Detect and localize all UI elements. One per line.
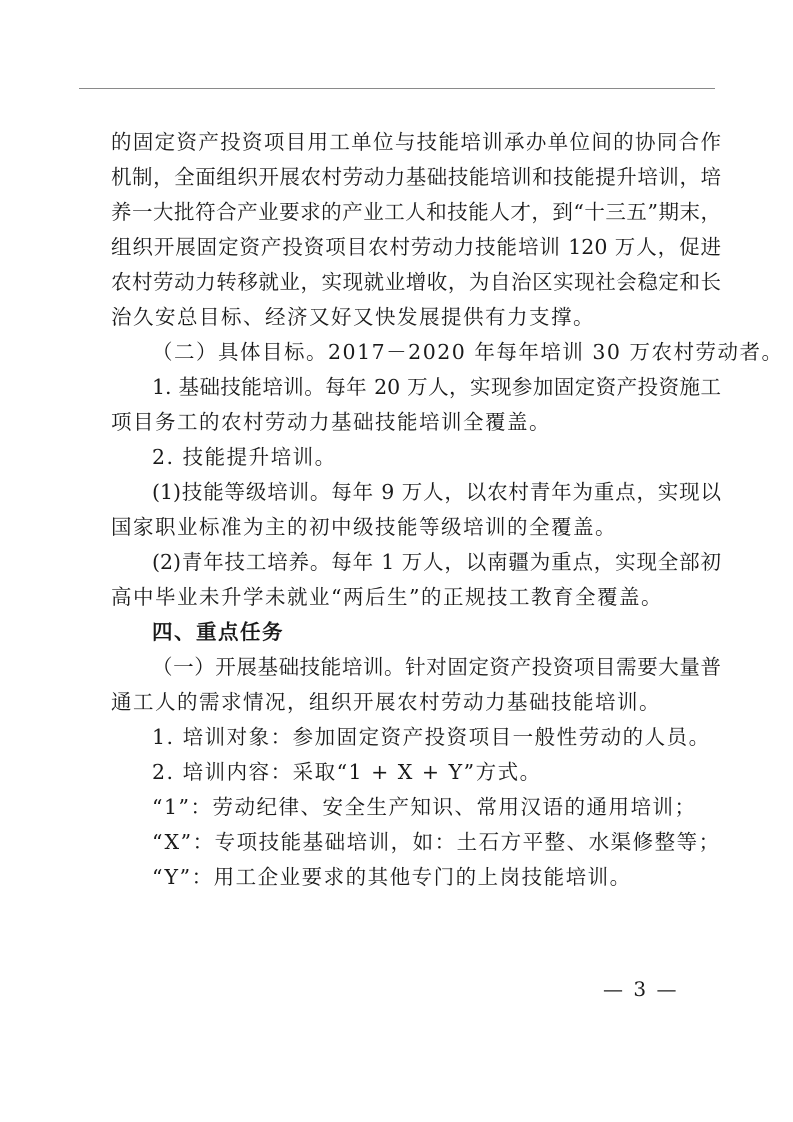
paragraph-line: 高中毕业未升学未就业“两后生”的正规技工教育全覆盖。 (111, 585, 663, 609)
paragraph-line: “Y”：用工企业要求的其他专门的上岗技能培训。 (152, 865, 632, 889)
subsection-heading: （二）具体目标。2017－2020 年每年培训 30 万农村劳动者。 (152, 340, 784, 364)
paragraph-line: 国家职业标准为主的初中级技能等级培训的全覆盖。 (111, 515, 617, 539)
header-rule (79, 88, 715, 89)
paragraph-line: (1)技能等级培训。每年 9 万人，以农村青年为重点，实现以 (152, 480, 721, 504)
paragraph-line: 的固定资产投资项目用工单位与技能培训承办单位间的协同合作 (111, 130, 721, 154)
paragraph-line: (2)青年技工培养。每年 1 万人，以南疆为重点，实现全部初 (152, 550, 721, 574)
paragraph-line: 2. 技能提升培训。 (152, 445, 337, 469)
section-heading: 四、重点任务 (152, 620, 284, 644)
paragraph-line: （一）开展基础技能培训。针对固定资产投资项目需要大量普 (152, 655, 721, 679)
page-number: — 3 — (603, 977, 679, 1001)
paragraph-line: 项目务工的农村劳动力基础技能培训全覆盖。 (111, 410, 551, 434)
paragraph-line: 机制，全面组织开展农村劳动力基础技能培训和技能提升培训，培 (111, 165, 721, 189)
paragraph-line: 1. 培训对象：参加固定资产投资项目一般性劳动的人员。 (152, 725, 711, 749)
paragraph-line: 2. 培训内容：采取“1 + X + Y”方式。 (152, 760, 542, 784)
paragraph-line: 组织开展固定资产投资项目农村劳动力技能培训 120 万人，促进 (111, 235, 721, 259)
paragraph-line: “X”：专项技能基础培训，如：土石方平整、水渠修整等； (152, 830, 721, 854)
paragraph-line: 养一大批符合产业要求的产业工人和技能人才，到“十三五”期末， (111, 200, 721, 224)
paragraph-line: “1”：劳动纪律、安全生产知识、常用汉语的通用培训； (152, 795, 697, 819)
document-body (111, 125, 784, 895)
paragraph-line: 治久安总目标、经济又好又快发展提供有力支撑。 (111, 305, 595, 329)
paragraph-line: 农村劳动力转移就业，实现就业增收，为自治区实现社会稳定和长 (111, 270, 721, 294)
paragraph-line: 通工人的需求情况，组织开展农村劳动力基础技能培训。 (111, 690, 661, 714)
paragraph-line: 1. 基础技能培训。每年 20 万人，实现参加固定资产投资施工 (152, 375, 721, 399)
